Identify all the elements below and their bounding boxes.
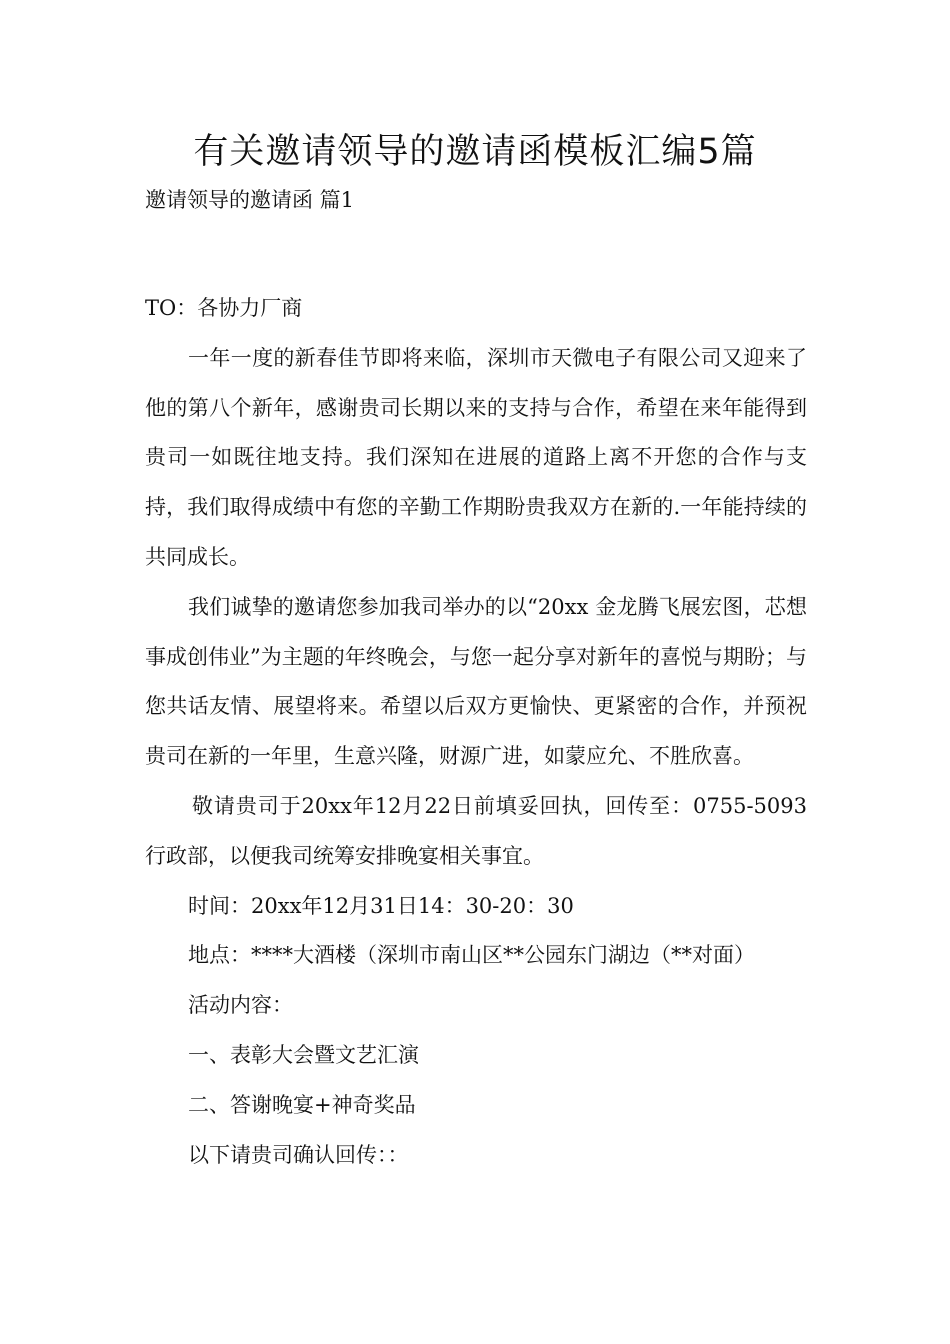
paragraph-invitation: 我们诚挚的邀请您参加我司举办的以“20xx 金龙腾飞展宏图，芯想事成创伟业”为主题的年终晚会，与您一起分享对新年的喜悦与期盼；与您共话友情、展望将来。希望以后双方更愉快、更紧密的合作，并预祝贵司在新的一年里，生意兴隆，财源广进，如蒙应允、不胜欣喜。	[145, 594, 807, 769]
document-title: 有关邀请领导的邀请函模板汇编5篇	[193, 132, 757, 172]
section-subtitle: 邀请领导的邀请函 篇1	[145, 188, 355, 212]
event-location: 地点：****大酒楼（深圳市南山区**公园东门湖边（**对面）	[188, 943, 755, 968]
salutation: TO：各协力厂商	[145, 296, 303, 320]
activity-heading: 活动内容：	[188, 993, 293, 1018]
activity-item: 一、表彰大会暨文艺汇演	[188, 1042, 419, 1067]
event-time: 时间：20xx年12月31日14：30-20：30	[188, 893, 574, 918]
paragraph-rsvp: 敬请贵司于20xx年12月22日前填妥回执，回传至：0755-5093 行政部，以便我司统筹安排晚宴相关事宜。	[145, 793, 807, 868]
letter-body	[145, 284, 807, 1180]
confirm-line: 以下请贵司确认回传：：	[188, 1142, 409, 1167]
activity-item: 二、答谢晚宴+神奇奖品	[188, 1092, 416, 1117]
paragraph-greeting: 一年一度的新春佳节即将来临，深圳市天微电子有限公司又迎来了他的第八个新年，感谢贵司长期以来的支持与合作，希望在来年能得到贵司一如既往地支持。我们深知在进展的道路上离不开您的合作与支持，我们取得成绩中有您的辛勤工作期盼贵我双方在新的.一年能持续的共同成长。	[145, 345, 807, 569]
